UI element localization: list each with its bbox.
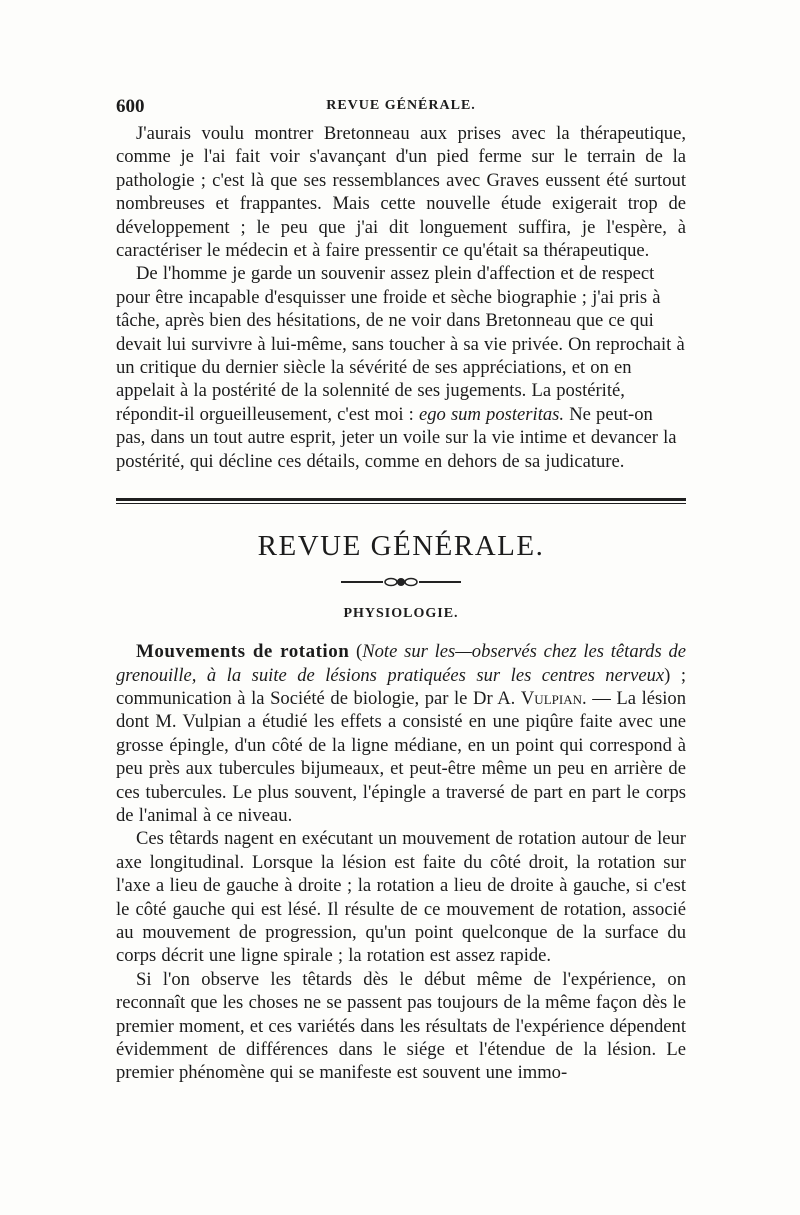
article-paragraph-3: Si l'on observe les têtards dès le début même de l'expérience, on reconnaît que les choses ne se passent pas toujours de la même façon dès le premier moment, et ces variétés dans les résultats de l'expérience dépendent évidemment de différences dans le siége et l'étendue de la lésion. Le premier phénomène qui se manifeste est souvent une immo- <box>116 968 686 1084</box>
intro-paragraph-2-end: Ne peut-on pas, dans un tout autre esprit, jeter un voile sur la vie intime et devancer la postérité, qui décline ces détails, comme en dehors de sa judicature. <box>116 403 677 472</box>
running-title: REVUE GÉNÉRALE. <box>326 98 476 113</box>
intro-paragraph-2 <box>116 262 686 473</box>
ornament-icon <box>341 576 461 588</box>
latin-quote: ego sum posteritas. <box>418 403 565 425</box>
note-open: ( <box>356 641 363 663</box>
page-number: 600 <box>116 96 145 117</box>
section-divider <box>116 498 686 504</box>
article-paragraph-2: Ces têtards nagent en exécutant un mouvement de rotation autour de leur axe longitudinal. Lorsque la lésion est faite du côté droit, la rotation sur l'axe a lieu de gauche à droite ; la rotation a lieu de droite à gauche, si c'est le côté gauche qui est lésé. Il résulte de ce mouvement de rotation, associé au mouvement de progression, qu'un point quelconque de la surface du corps décrit une ligne spirale ; la rotation est assez rapide. <box>116 828 686 967</box>
article-paragraph-1 <box>116 640 686 827</box>
section-subheading: PHYSIOLOGIE. <box>343 606 459 622</box>
running-head <box>116 96 686 122</box>
article-lead: Mouvements de rotation <box>136 641 350 663</box>
author-name: Vulpian. <box>520 687 587 709</box>
intro-paragraph-1: J'aurais voulu montrer Bretonneau aux prises avec la thérapeutique, comme je l'ai fait voir s'avançant d'un pied ferme sur le terrain de la pathologie ; c'est là que ses ressemblances avec Graves eussent été surtout nombreuses et frappantes. Mais cette nouvelle étude exigerait trop de développement ; le peu que j'ai dit longuement suffira, je l'espère, à caractériser le médecin et à faire pressentir ce qu'était sa thérapeutique. <box>116 123 686 262</box>
article-paragraph-1-rest: — La lésion dont M. Vulpian a étudié les effets a consisté en une piqûre faite avec une grosse épingle, d'un côté de la ligne médiane, en un point qui correspond à peu près aux tubercules bijumeaux, et peut-être même un peu en arrière de ces tubercules. Le plus souvent, l'épingle a traversé de part en part le corps de l'animal à ce niveau. <box>116 687 687 826</box>
note-title: Note sur les—observés chez les têtards de grenouille, à la suite de lésions pratiquées sur les centres nerveux <box>116 641 686 686</box>
book-page <box>116 96 686 1085</box>
intro-paragraph-2-main: De l'homme je garde un souvenir assez plein d'affection et de respect pour être incapable d'esquisser une froide et sèche biographie ; j'ai pris à tâche, après bien des hésitations, de ne voir dans Bretonneau que ce qui devait lui survivre à lui-même, sans toucher à sa vie privée. On reprochait à un critique du dernier siècle la sévérité de ses appréciations, et on en appelait à la postérité de la solennité de ses jugements. La postérité, répondit-il orgueilleusement, c'est moi : <box>116 263 685 425</box>
section-title: REVUE GÉNÉRALE. <box>257 530 545 563</box>
note-close: ) ; communication à la Société de biologie, par le Dr A. <box>116 664 686 709</box>
